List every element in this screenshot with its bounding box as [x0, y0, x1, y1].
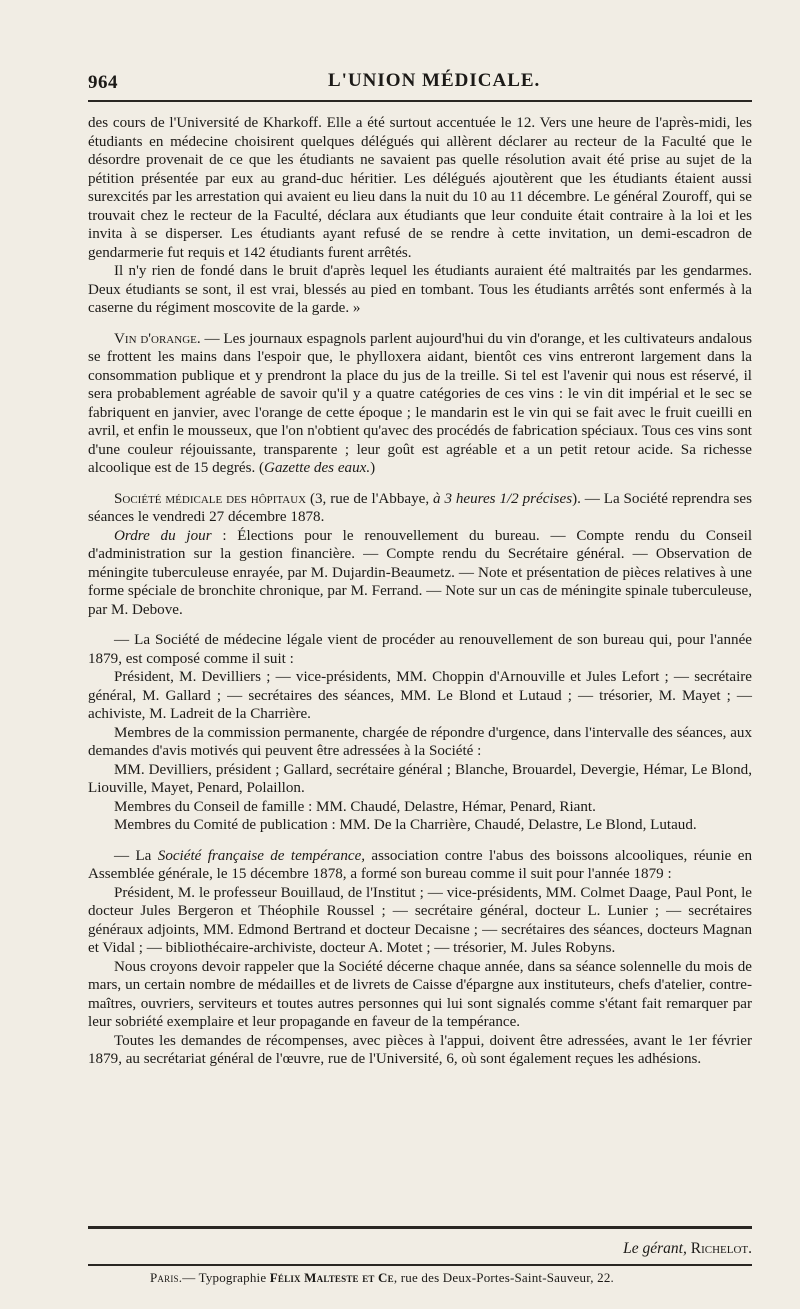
page-header — [88, 70, 752, 98]
society-name: Société française de tempérance, — [157, 847, 366, 864]
signature-name: Richelot. — [690, 1240, 752, 1257]
page-number: 964 — [88, 72, 118, 93]
printer-name: Félix Malteste et Ce — [269, 1270, 394, 1285]
paragraph: Il n'y rien de fondé dans le bruit d'après lequel les étudiants auraient été maltraités par les gendarmes. Deux étudiants se sont, il est vrai, blessés au pied en tombant. Tous les étudiants arrêtés sont enfermés à la caserne du régiment moscovite de la garde. » — [88, 263, 752, 316]
paragraph: MM. Devilliers, président ; Gallard, secrétaire général ; Blanche, Brouardel, Devergie, Hémar, Le Blond, Liouville, Mayet, Penard, Polaillon. — [88, 761, 752, 796]
header-rule — [88, 100, 752, 102]
paragraph: Membres du Conseil de famille : MM. Chaudé, Delastre, Hémar, Penard, Riant. — [114, 798, 596, 815]
source-citation: Gazette des eaux. — [264, 460, 371, 476]
paragraph-vin-orange: Vin d'orange. — Les journaux espagnols parlent aujourd'hui du vin d'orange, et les cultivateurs andalous se frottent les mains dans l'espoir que, le phylloxera aidant, bientôt ces vins entreront largement dans la consommation publique et y prendront la place du jus de la treille. Si tel est l'avenir qui nous est réservé, il sera probablement agréable de savoir qu'il y a quatre catégories de ces vins : le vin dit impérial et le sec se fabriquent en janvier, avec l'orange de cette époque ; le mandarin est le vin qui se fait avec le fruit cueilli en avril, et enfin le mousseux, que l'on n'obtient qu'avec des procédés de fabrication spéciaux. Tous ces vins sont d'une couleur réjouissante, transparente ; leur goût est agréable et a un petit retour acide. Sa richesse alcoolique est de 15 degrés. (Gazette des eaux.) — [88, 330, 752, 476]
paragraph-ordre-du-jour: Ordre du jour : Élections pour le renouvellement du bureau. — Compte rendu du Conseil d'administration sur la gestion financière. — Compte rendu du Secrétaire général. — Observation de méningite tuberculeuse enrayée, par M. Dujardin-Beaumetz. — Note et présentation de pièces relatives à une forme spéciale de bronchite chronique, par M. Ferrand. — Note sur un cas de méningite spinale tuberculeuse, par M. Debove. — [88, 527, 753, 618]
paragraph: Président, M. le professeur Bouillaud, de l'Institut ; — vice-présidents, MM. Colmet Daage, Paul Pont, le docteur Jules Bergeron et Théophile Roussel ; — secrétaire général, docteur L. Lunier ; — secrétaires généraux adjoints, MM. Edmond Bertrand et docteur Decaisne ; — secrétaires des séances, docteurs Magnan et Vidal ; — bibliothécaire-archiviste, docteur A. Motet ; — trésorier, M. Jules Robyns. — [88, 884, 752, 956]
paragraph: des cours de l'Université de Kharkoff. Elle a été surtout accentuée le 12. Vers une heure de l'après-midi, les étudiants en médecine choisirent quelques délégués qui allèrent déclarer au recteur de la Faculté que le désordre provenait de ce que les étudiants ne savaient pas quelle résolution avait été prise au sujet de la pétition présentée par eux au grand-duc héritier. Les délégués ajoutèrent que les étudiants étaient aussi surexcités par les arrestation qui avaient eu lieu dans la nuit du 10 au 11 décembre. Le général Zouroff, qui se trouvait chez le recteur de la Faculté, déclara aux étudiants que leur conduite était contraire à la loi et les invita à se disperser. Les étudiants ayant refusé de se rendre à cette invitation, un demi-escadron de gendarmerie fut requis et 142 étudiants furent arrêtés. — [88, 115, 752, 261]
section-heading: Société médicale des hôpitaux — [114, 490, 307, 507]
paragraph-temperance: — La Société française de tempérance, association contre l'abus des boissons alcooliques, réunie en Assemblée générale, le 15 décembre 1878, a formé son bureau comme il suit pour l'année 1879 : — [88, 847, 752, 882]
section-heading: Ordre du jour — [114, 527, 212, 544]
footer-rule — [88, 1264, 752, 1266]
paragraph-societe-hopitaux: Société médicale des hôpitaux (3, rue de l'Abbaye, à 3 heures 1/2 précises). — La Société reprendra ses séances le vendredi 27 décembre 1878. — [88, 490, 753, 525]
article-body — [88, 114, 752, 1069]
signature — [623, 1240, 752, 1258]
section-heading: Vin d'orange. — [114, 330, 201, 347]
imprint-footer: Paris.— Typographie Félix Malteste et Ce, rue des Deux-Portes-Saint-Sauveur, 22. — [150, 1270, 614, 1285]
paragraph: Toutes les demandes de récompenses, avec pièces à l'appui, doivent être adressées, avant le 1er février 1879, au secrétariat général de l'œuvre, rue de l'Université, 6, où sont également reçues les adhésions. — [88, 1032, 752, 1067]
paragraph: Membres de la commission permanente, chargée de répondre d'urgence, dans l'intervalle des séances, aux demandes d'avis motivés qui peuvent être adressées à la Société : — [88, 724, 752, 759]
imprint-city: Paris. — [150, 1270, 183, 1285]
paragraph: Membres du Comité de publication : MM. De la Charrière, Chaudé, Delastre, Le Blond, Lutaud. — [114, 817, 697, 833]
journal-title: L'UNION MÉDICALE. — [328, 70, 541, 91]
paragraph: Nous croyons devoir rappeler que la Société décerne chaque année, dans sa séance solennelle du mois de mars, un certain nombre de médailles et de livrets de Caisse d'épargne aux instituteurs, chefs d'atelier, contre-maîtres, ouvriers, serviteurs et toutes autres personnes qui lui sont signalés comme s'étant fait remarquer par leur sobriété exemplaire et leur propagande en faveur de la tempérance. — [88, 958, 752, 1030]
paragraph: Président, M. Devilliers ; — vice-présidents, MM. Choppin d'Arnouville et Jules Lefort ; — secrétaire général, M. Gallard ; — secrétaires des séances, MM. Le Blond et Lutaud ; — trésorier, M. Mayet ; — achiviste, M. Ladreit de la Charrière. — [88, 669, 752, 722]
paragraph: — La Société de médecine légale vient de procéder au renouvellement de son bureau qui, pour l'année 1879, est composé comme il suit : — [88, 632, 752, 667]
signature-rule — [88, 1226, 752, 1229]
signature-label: Le gérant, — [623, 1240, 687, 1257]
